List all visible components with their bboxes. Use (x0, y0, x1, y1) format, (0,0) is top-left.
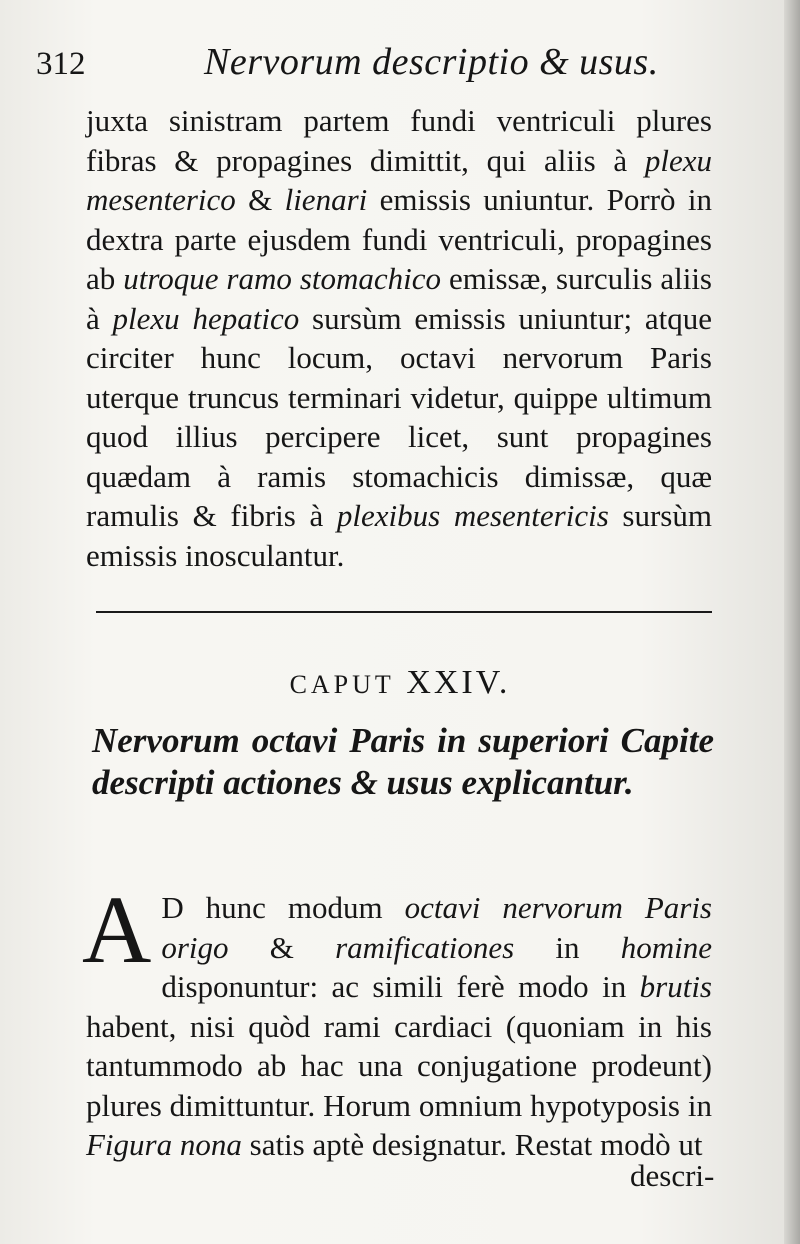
text-run: in (514, 929, 621, 965)
section-divider (96, 611, 712, 613)
text-run: juxta sinistram partem fundi ventriculi plures fibras & propagines dimittit, qui aliis à (86, 103, 712, 178)
chapter-title: Nervorum octavi Paris in superiori Capite descripti actiones & usus explicantur. (92, 721, 714, 802)
chapter-heading (0, 664, 800, 702)
text-run: sursùm emissis inosculantur. (86, 498, 712, 573)
drop-cap: A (82, 876, 152, 983)
italic-term: octavi nervorum Paris origo (161, 890, 712, 965)
text-run: disponuntur: ac simili ferè modo in (161, 969, 640, 1004)
italic-term: homine (620, 929, 712, 965)
paragraph-continued (86, 101, 712, 575)
text-run: emissæ, surculis aliis à (86, 261, 712, 336)
page-header (36, 40, 676, 92)
italic-term: ramificationes (335, 929, 515, 965)
text-run: emissis uniuntur. Porrò in dextra parte ejusdem fundi ventriculi, propagines ab (86, 182, 712, 296)
paragraph-opening (82, 876, 712, 1165)
text-run: habent, nisi quòd rami cardiaci (quoniam in his tantummodo ab hac una conjugatione prodeunt) plures dimittuntur. Horum omnium hypotyposis in (86, 1008, 712, 1123)
italic-term: plexu mesenterico (86, 142, 712, 217)
italic-term: Figura nona (86, 1127, 242, 1162)
text-run: & (228, 929, 336, 965)
chapter-number: XXIV. (406, 664, 511, 701)
italic-term: brutis (639, 969, 712, 1004)
italic-term: plexibus mesentericis (336, 498, 609, 533)
text-run: satis aptè designatur. Restat modò ut (241, 1127, 703, 1162)
text-run: sursùm emissis uniuntur; atque circiter hunc locum, octavi nervorum Paris uterque truncus terminari videtur, quippe ultimum quod illius percipere licet, sunt propagines quædam à ramis stomachicis dimissæ, quæ ramulis & fibris à (86, 300, 712, 533)
text-run: D hunc modum (161, 890, 405, 925)
caput-label: CAPUT (289, 670, 395, 699)
running-head: Nervorum descriptio & usus. (204, 41, 659, 83)
text-run: & (235, 182, 285, 217)
italic-term: lienari (284, 182, 368, 217)
page-number: 312 (36, 46, 86, 82)
italic-term: utroque ramo stomachico (123, 261, 442, 296)
catchword: descri- (630, 1158, 715, 1193)
italic-term: plexu hepatico (112, 300, 300, 336)
page-gutter-shadow (784, 0, 800, 1244)
